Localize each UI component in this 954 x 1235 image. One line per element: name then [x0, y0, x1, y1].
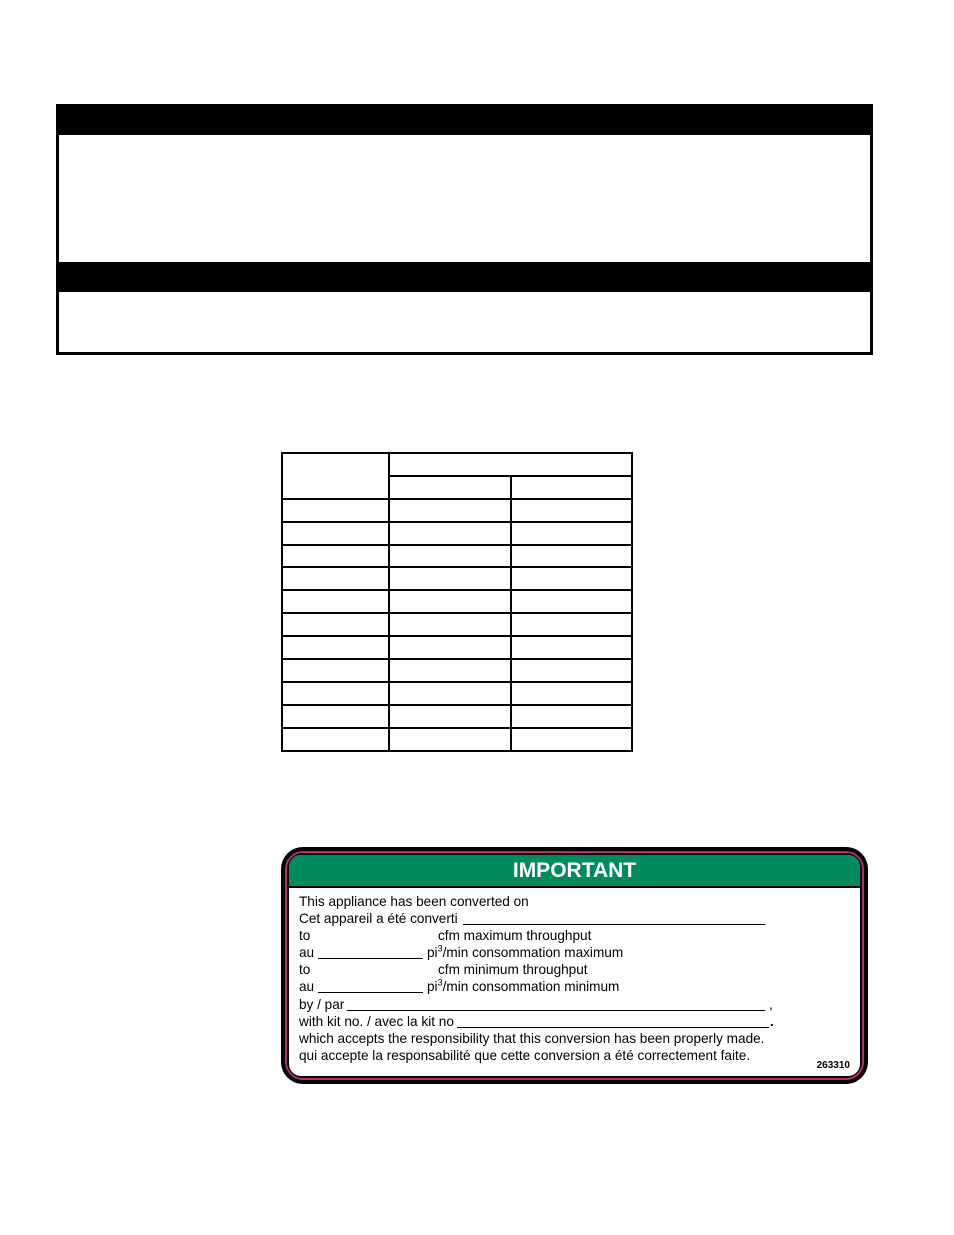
label-line-text: /min consommation minimum [442, 979, 620, 995]
table-row [282, 545, 632, 568]
table-cell [282, 567, 389, 590]
table-cell [511, 499, 632, 522]
label-line-text: , [769, 996, 773, 1012]
label-line-text: which accepts the responsibility that this conversion has been properly made. [299, 1030, 765, 1046]
label-line-text: pi [427, 979, 438, 995]
label-line-text: au [299, 979, 315, 995]
table-cell [389, 590, 511, 613]
table-cell [389, 545, 511, 568]
superscript: 3 [437, 977, 443, 988]
table-cell [389, 613, 511, 636]
table-cell [511, 613, 632, 636]
table-cell [389, 453, 632, 476]
warning-header-bar [59, 107, 870, 135]
table-row [282, 636, 632, 659]
conversion-table [281, 452, 633, 752]
table-row [282, 682, 632, 705]
table-row [282, 522, 632, 545]
min-input-blank [318, 978, 423, 993]
label-line-text: to [299, 928, 311, 944]
date-blank [463, 910, 765, 925]
table-row [282, 659, 632, 682]
table-row [282, 499, 632, 522]
table-row [282, 705, 632, 728]
table-cell [282, 613, 389, 636]
table-cell [389, 682, 511, 705]
table-cell [389, 499, 511, 522]
by-blank [347, 996, 765, 1011]
label-line-text: . [770, 1013, 774, 1029]
table-cell [389, 522, 511, 545]
table-cell [389, 705, 511, 728]
table-cell [282, 453, 389, 499]
superscript: 3 [437, 943, 443, 954]
max-input-blank [318, 944, 423, 959]
label-line-text: au [299, 945, 315, 961]
label-line-text: Cet appareil a été converti [299, 911, 458, 927]
table-cell [282, 728, 389, 751]
table-row [282, 567, 632, 590]
table-cell [282, 522, 389, 545]
table-cell [389, 659, 511, 682]
label-line-text: cfm minimum throughput [438, 962, 588, 978]
table-cell [282, 636, 389, 659]
label-line-text: This appliance has been converted on [299, 894, 529, 909]
label-heading: IMPORTANT [289, 855, 860, 888]
label-line-text: with kit no. / avec la kit no [299, 1013, 454, 1029]
table-row [282, 613, 632, 636]
table-cell [282, 659, 389, 682]
table-cell [511, 567, 632, 590]
table-cell [511, 590, 632, 613]
label-line-text: /min consommation maximum [442, 945, 624, 961]
label-line-text: cfm maximum throughput [438, 928, 592, 944]
table-cell [282, 545, 389, 568]
table-cell [511, 522, 632, 545]
table-cell [511, 545, 632, 568]
table-cell [282, 705, 389, 728]
conversion-label [281, 847, 868, 1084]
table-cell [511, 705, 632, 728]
table-cell [282, 499, 389, 522]
label-line-text: to [299, 962, 311, 978]
table-cell [511, 682, 632, 705]
label-line-text: by / par [299, 996, 345, 1012]
label-line-text: pi [427, 945, 438, 961]
table-cell [282, 590, 389, 613]
table-cell [389, 636, 511, 659]
part-number: 263310 [816, 1060, 850, 1071]
label-body [289, 855, 860, 1076]
table-cell [389, 567, 511, 590]
table-cell [389, 476, 511, 499]
table-cell [511, 659, 632, 682]
caution-header-bar [59, 262, 870, 292]
kit-blank [457, 1013, 769, 1028]
table-row [282, 728, 632, 751]
table-cell [511, 728, 632, 751]
warning-box [56, 104, 873, 355]
label-line-text: qui accepte la responsabilité que cette conversion a été correctement faite. [299, 1047, 751, 1063]
table-cell [282, 682, 389, 705]
table-header-row [282, 453, 632, 476]
table-row [282, 590, 632, 613]
table-cell [389, 728, 511, 751]
table-cell [511, 636, 632, 659]
table-cell [511, 476, 632, 499]
